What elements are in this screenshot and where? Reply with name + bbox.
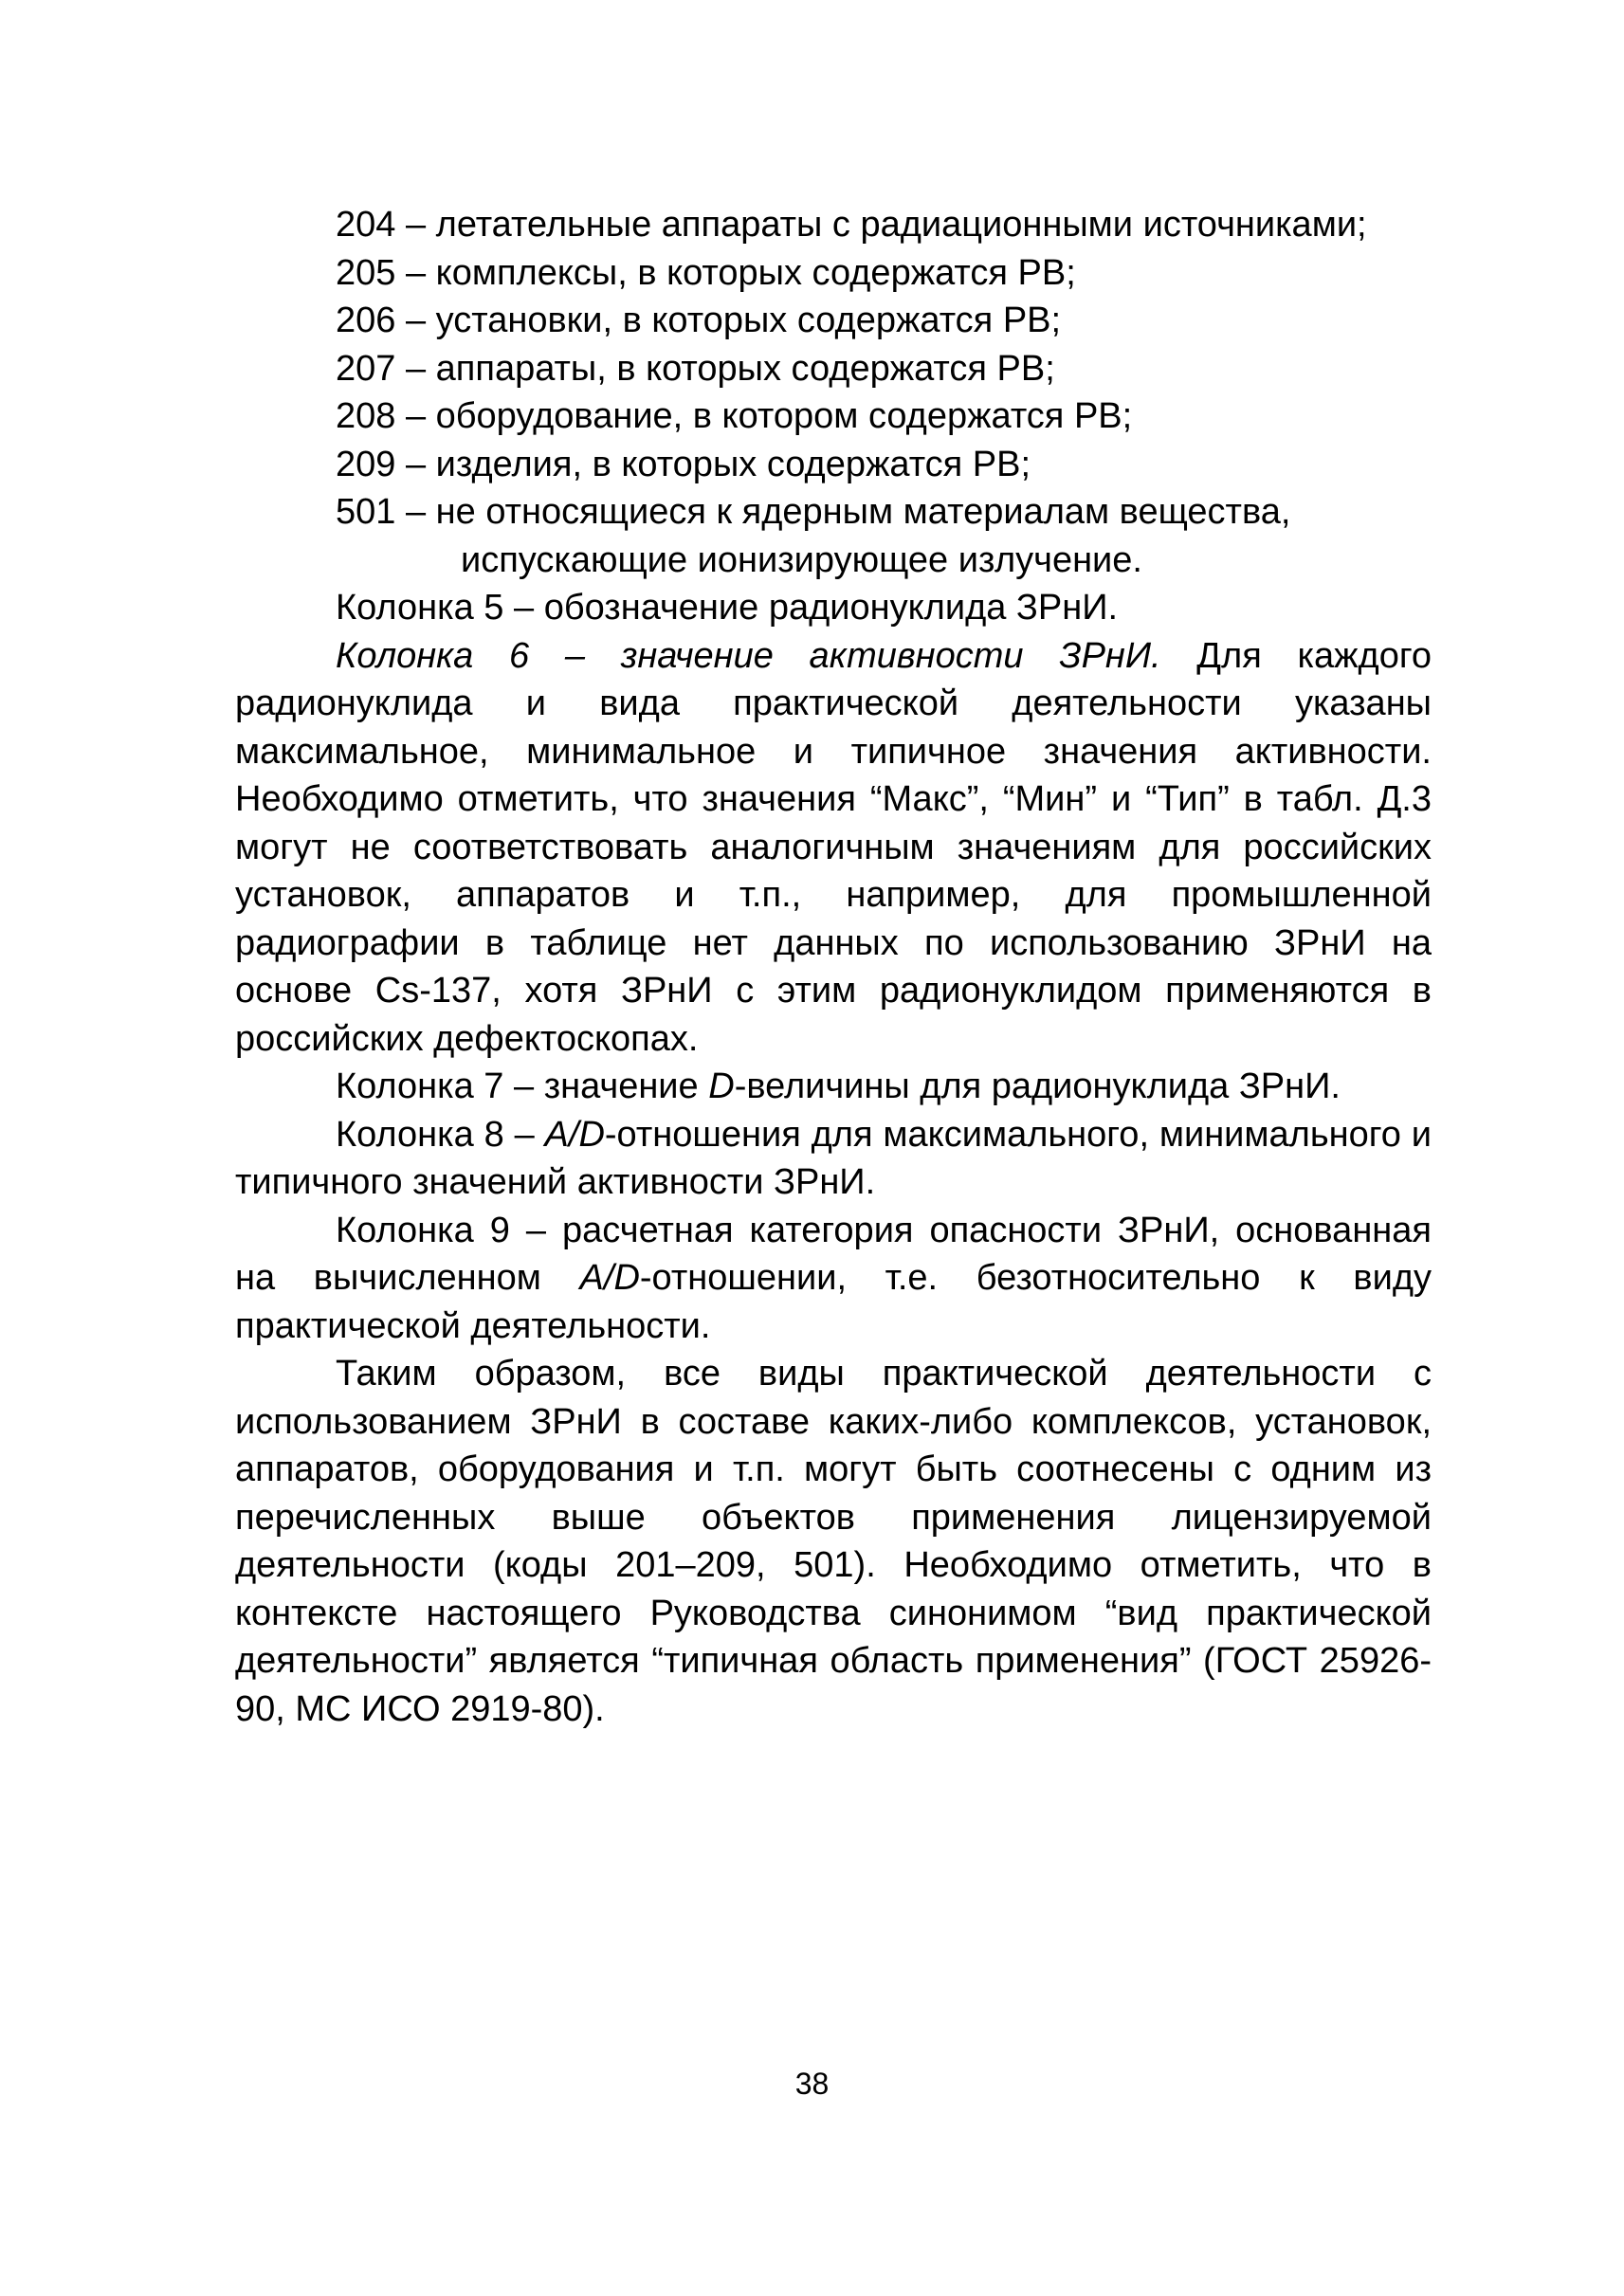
- column-7-text-b: -величины для радионуклида ЗРнИ.: [734, 1066, 1341, 1106]
- column-7-d-symbol: D: [708, 1066, 735, 1106]
- page-body: [235, 201, 1432, 1733]
- list-item-501: 501 – не относящиеся к ядерным материалам вещества,: [336, 492, 1291, 532]
- column-8-paragraph: [235, 1111, 1432, 1207]
- column-8-text-b: -отношения для максимального, минимального и типичного значений активности ЗРнИ.: [235, 1114, 1432, 1202]
- list-item-501-continuation: испускающие ионизирующее излучение.: [461, 539, 1142, 580]
- column-9-text-a: Колонка 9 – расчетная категория опасности ЗРнИ, основанная на вычисленном: [235, 1210, 1432, 1298]
- column-8-ad-symbol: A/D: [544, 1114, 605, 1155]
- list-item-208: 208 – оборудование, в котором содержатся РВ;: [336, 396, 1133, 436]
- column-6-paragraph: [235, 632, 1432, 1064]
- column-6-heading: Колонка 6 – значение активности ЗРнИ.: [336, 635, 1161, 676]
- column-9-ad-symbol: A/D: [579, 1258, 640, 1298]
- column-6-text: Для каждого радионуклида и вида практической деятельности указаны максимальное, минимальное и типичное значения активности. Необходимо отметить, что значения “Макс”, “Мин” и “Тип” в табл. Д.3 могут не соответствовать аналогичным значениям для российских установок, аппаратов и т.п., например, для промышленной радиографии в таблице нет данных по использованию ЗРнИ на основе Cs-137, хотя ЗРнИ с этим радионуклидом применяются в российских дефектоскопах.: [235, 635, 1432, 1059]
- column-5-paragraph: Колонка 5 – обозначение радионуклида ЗРнИ.: [336, 588, 1119, 628]
- column-7-paragraph: [235, 1063, 1432, 1111]
- list-item-204: 204 – летательные аппараты с радиационными источниками;: [336, 205, 1367, 245]
- column-7-text-a: Колонка 7 – значение: [336, 1066, 709, 1106]
- list-item-209: 209 – изделия, в которых содержатся РВ;: [336, 444, 1031, 484]
- column-9-text-b: -отношении, т.е. безотносительно к виду практической деятельности.: [235, 1258, 1432, 1346]
- conclusion-paragraph: Таким образом, все виды практической деятельности с использованием ЗРнИ в составе каких-либо комплексов, установок, аппаратов, оборудования и т.п. могут быть соотнесены с одним из перечисленных выше объектов применения лицензируемой деятельности (коды 201–209, 501). Необходимо отметить, что в контексте настоящего Руководства синонимом “вид практической деятельности” является “типичная область применения” (ГОСТ 25926-90, МС ИСО 2919-80).: [235, 1354, 1432, 1729]
- column-8-text-a: Колонка 8 –: [336, 1114, 545, 1155]
- column-9-paragraph: [235, 1207, 1432, 1351]
- list-item-207: 207 – аппараты, в которых содержатся РВ;: [336, 348, 1055, 389]
- list-item-205: 205 – комплексы, в которых содержатся РВ;: [336, 252, 1076, 293]
- page-number: 38: [794, 2067, 830, 2101]
- list-item-206: 206 – установки, в которых содержатся РВ;: [336, 301, 1062, 340]
